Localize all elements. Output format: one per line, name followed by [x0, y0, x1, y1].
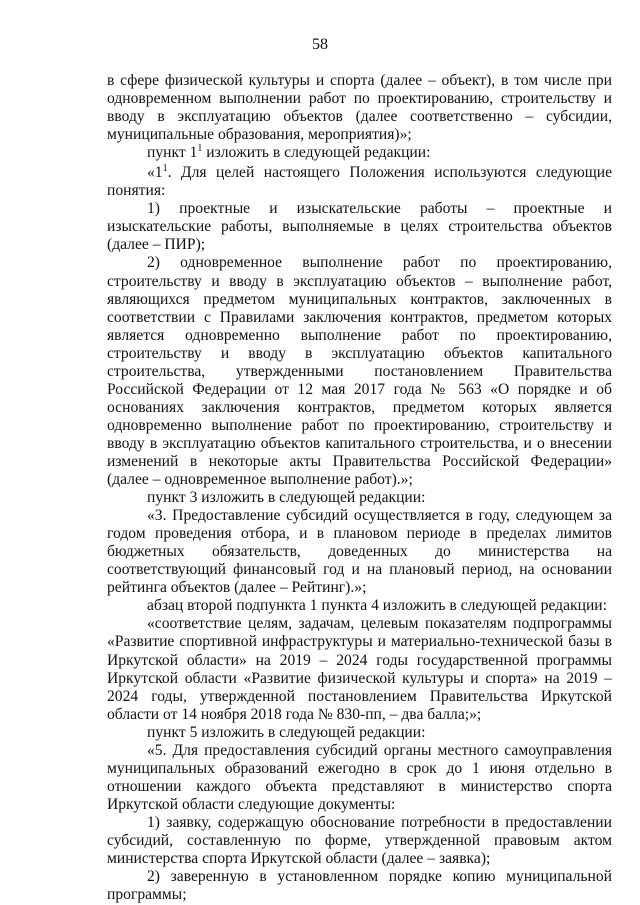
paragraph: «соответствие целям, задачам, целевым показателям подпрограммы «Развитие спортивной инфраструктуры и материально-технической базы в Иркутской области» на 2019 – 2024 годы государственной программы Иркутской области «Развитие физической культуры и спорта» на 2019 – 2024 годы, утвержденной постановлением Правительства Иркутской области от 14 ноября 2018 года № 830-пп, – два балла;»; — [107, 615, 612, 723]
paragraph: пункт 5 изложить в следующей редакции: — [147, 723, 426, 741]
paragraph: пункт 3 изложить в следующей редакции: — [147, 489, 426, 507]
paragraph: в сфере физической культуры и спорта (далее – объект), в том числе при одновременном выполнении работ по проектированию, строительству и вводу в эксплуатацию объектов (далее соответственно – субсидии, муниципальные образования, мероприятия)»; — [107, 72, 612, 144]
page-number: 58 — [312, 36, 328, 53]
paragraph: 2) заверенную в установленном порядке копию муниципальной программы; — [107, 868, 612, 904]
superscript: 1 — [162, 163, 168, 175]
paragraph: 1) заявку, содержащую обоснование потребности в предоставлении субсидий, составленную по форме, утвержденной правовым актом министерства спорта Иркутской области (далее – заявка); — [107, 813, 612, 868]
paragraph — [107, 144, 612, 162]
text-run: изложить в следующей редакции: — [202, 144, 431, 162]
text-run: «1 — [147, 164, 163, 182]
paragraph: абзац второй подпункта 1 пункта 4 изложить в следующей редакции: — [147, 597, 607, 615]
paragraph: 2) одновременное выполнение работ по проектированию, строительству и вводу в эксплуатацию объектов – выполнение работ, являющихся предметом муниципальных контрактов, заключенных в соответствии с Правилами заключения контрактов, предметом которых является одновременно выполнение работ по проектированию, строительству и вводу в эксплуатацию объектов капитального строительства, утвержденными постановлением Правительства Российской Федерации от 12 мая 2017 года № 563 «О порядке и об основаниях заключения контрактов, предметом которых является одновременно выполнение работ по проектированию, строительству и вводу в эксплуатацию объектов капитального строительства, и о внесении изменений в некоторые акты Правительства Российской Федерации» (далее – одновременное выполнение работ).»; — [107, 254, 612, 489]
superscript: 1 — [197, 143, 203, 154]
text-run: . Для целей настоящего Положения используются следующие понятия: — [107, 164, 612, 200]
document-body — [107, 72, 612, 904]
paragraph: «3. Предоставление субсидий осуществляется в году, следующем за годом проведения отбора, и в плановом периоде в пределах лимитов бюджетных обязательств, доведенных до министерства на соответствующий финансовый год и на плановый период, на основании рейтинга объектов (далее – Рейтинг).»; — [107, 507, 612, 597]
text-run: пункт 1 — [147, 144, 198, 162]
paragraph — [107, 164, 612, 200]
paragraph: 1) проектные и изыскательские работы – проектные и изыскательские работы, выполняемые в целях строительства объектов (далее – ПИР); — [107, 200, 612, 254]
paragraph: «5. Для предоставления субсидий органы местного самоуправления муниципальных образований ежегодно в срок до 1 июня отдельно в отношении каждого объекта представляют в министерство спорта Иркутской области следующие документы: — [107, 741, 612, 813]
